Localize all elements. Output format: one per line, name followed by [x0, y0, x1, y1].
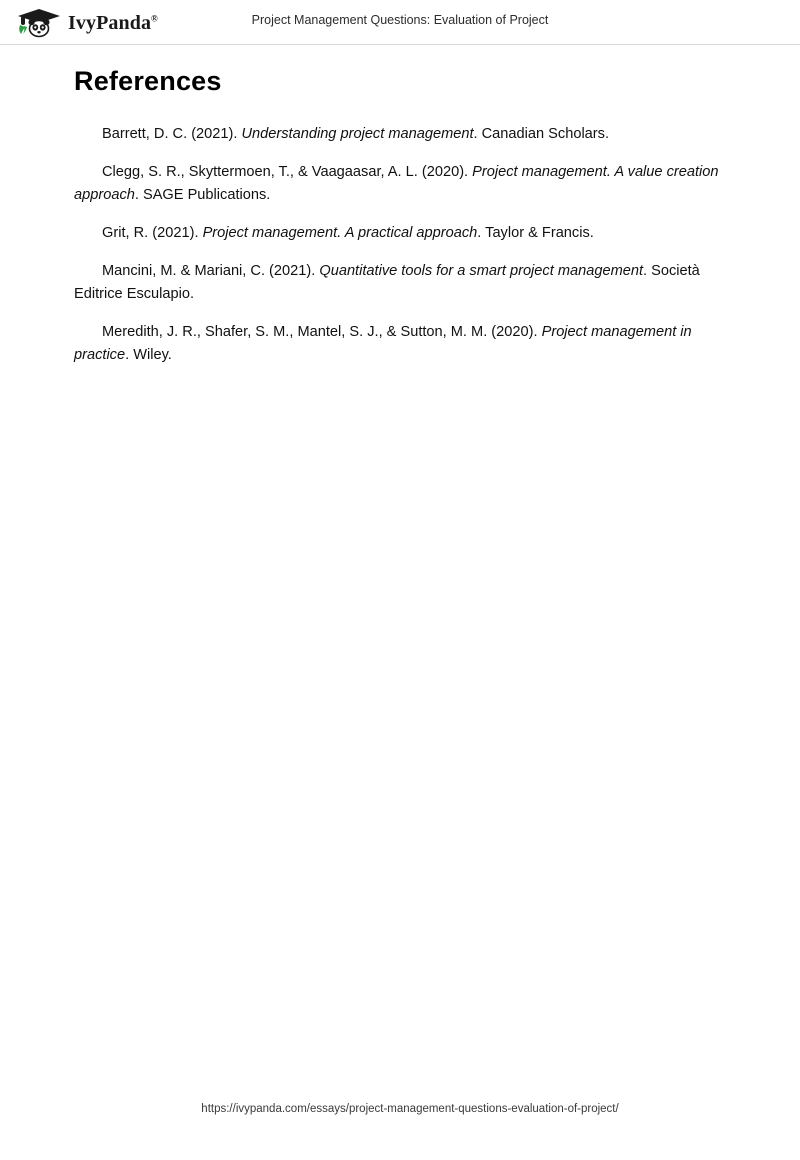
header-divider: [0, 44, 800, 45]
reference-title: Understanding project management: [241, 126, 474, 142]
reference-text: . SAGE Publications.: [134, 187, 271, 204]
reference-text: . Canadian Scholars.: [473, 126, 610, 142]
brand-name: IvyPanda®: [68, 11, 158, 34]
reference-title: Quantitative tools for a smart project management: [319, 262, 644, 279]
page-header: [0, 0, 800, 44]
reference-text: Meredith, J. R., Shafer, S. M., Mantel, S. J., & Sutton, M. M. (2020).: [102, 323, 542, 340]
document-title: Project Management Questions: Evaluation of Project: [251, 13, 549, 27]
reference-title: Project management. A value creation approach: [74, 163, 719, 204]
reference-entry: [74, 222, 726, 246]
reference-entry: [74, 161, 726, 208]
reference-entry: [74, 260, 726, 307]
reference-text: Barrett, D. C. (2021).: [102, 126, 242, 142]
reference-text: Clegg, S. R., Skyttermoen, T., & Vaagaasar, A. L. (2020).: [102, 163, 473, 180]
reference-title: Project management in practice: [74, 323, 692, 364]
reference-text: . Wiley.: [125, 347, 172, 364]
registered-trademark-symbol: ®: [151, 12, 158, 23]
document-content: [74, 66, 726, 382]
reference-title: Project management. A practical approach: [202, 224, 478, 241]
source-url[interactable]: https://ivypanda.com/essays/project-management-questions-evaluation-of-project/: [201, 1103, 619, 1115]
reference-entry: [74, 123, 726, 147]
reference-text: Mancini, M. & Mariani, C. (2021).: [102, 262, 320, 279]
reference-text: . Società Editrice Esculapio.: [74, 262, 700, 303]
reference-entry: [74, 321, 726, 368]
reference-text: . Taylor & Francis.: [477, 224, 594, 241]
page-title: References: [74, 66, 222, 96]
reference-text: Grit, R. (2021).: [102, 224, 203, 241]
reference-list: [74, 123, 726, 368]
